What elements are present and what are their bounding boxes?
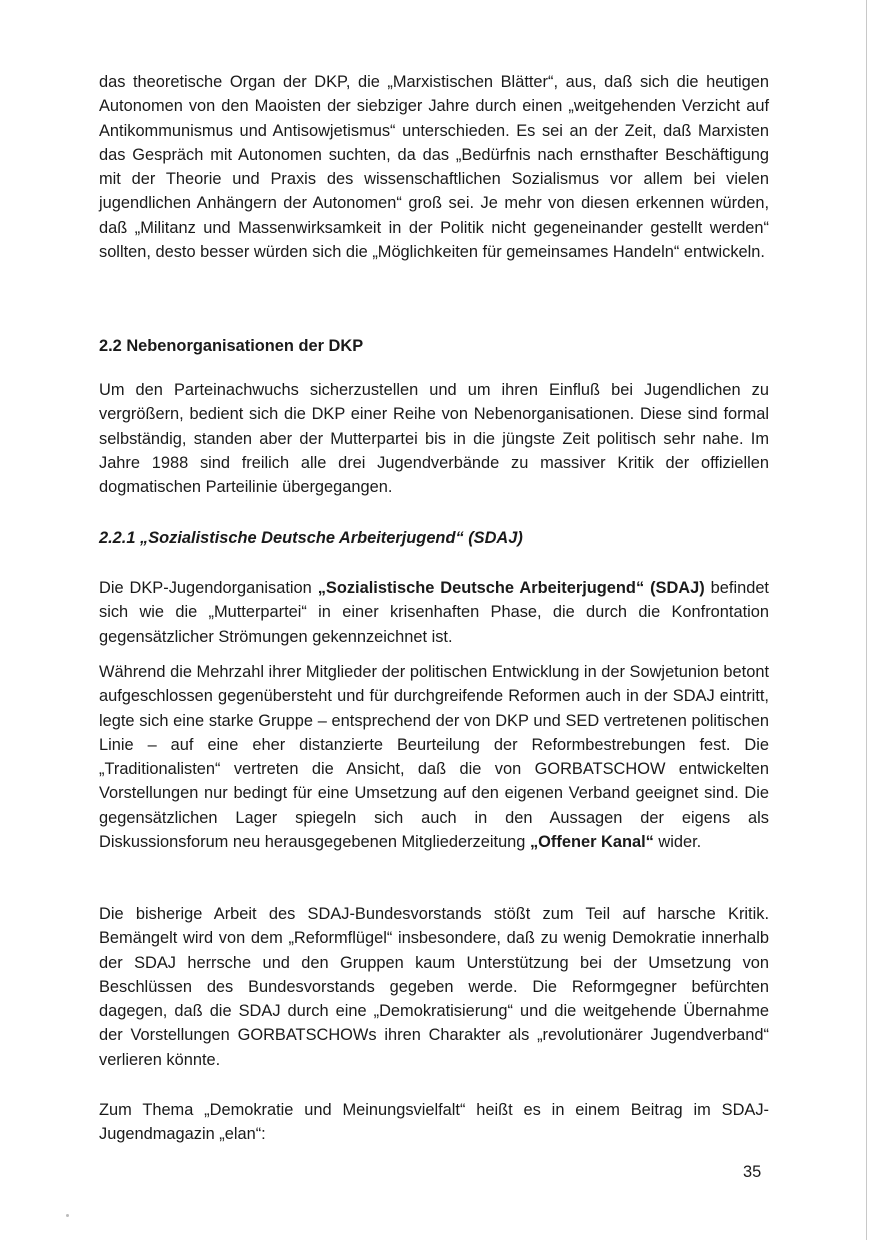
scan-speck	[66, 1214, 69, 1217]
paragraph-sdaj-intro	[99, 576, 769, 649]
paragraph-nebenorganisationen: Um den Parteinachwuchs sicherzustellen und um ihren Einfluß bei Jugendlichen zu vergrößern, bedient sich die DKP einer Reihe von Nebenorganisationen. Diese sind formal selbständig, standen aber der Mutterpartei bis in die jüngste Zeit politisch sehr nahe. Im Jahre 1988 sind freilich alle drei Jugendverbände zu massiver Kritik der offiziellen dogmatischen Parteilinie übergegangen.	[99, 381, 769, 497]
bold-publication-name: „Offener Kanal“	[529, 833, 654, 852]
paragraph-autonomen: das theoretische Organ der DKP, die „Marxistischen Blätter“, aus, daß sich die heutigen Autonomen von den Maoisten der siebziger Jahre durch einen „weitgehenden Verzicht auf Antikommunismus und Antisowjetismus“ unterschieden. Es sei an der Zeit, daß Marxisten das Gespräch mit Autonomen suchten, da das „Bedürfnis nach ernsthafter Beschäftigung mit der Theorie und Praxis des wissenschaftlichen Sozialismus vor allem bei vielen jugendlichen Anhängern der Autonomen“ groß sei. Je mehr von diesen erkennen würden, daß „Militanz und Massenwirksamkeit in der Politik nicht gegeneinander gestellt werden“ sollten, desto besser würden sich die „Möglichkeiten für gemeinsames Handeln“ entwickeln.	[99, 73, 769, 262]
text-run: Die DKP-Jugendorganisation	[99, 579, 318, 597]
paragraph-bundesvorstand: Die bisherige Arbeit des SDAJ-Bundesvorstands stößt zum Teil auf harsche Kritik. Bemängelt wird von dem „Reformflügel“ insbesondere, daß zu wenig Demokratie innerhalb der SDAJ herrsche und den Gruppen kaum Unterstützung bei der Umsetzung von Beschlüssen des Bundesvorstands gegeben werde. Die Reformgegner befürchten dagegen, daß die SDAJ durch eine „Demokratisierung“ und die weitgehende Übernahme der Vorstellungen GORBATSCHOWs ihren Charakter als „revolutionärer Jugendverband“ verlieren könnte.	[99, 905, 769, 1069]
bold-org-name: „Sozialistische Deutsche Arbeiterjugend“ (SDAJ)	[317, 579, 705, 597]
text-run: wider.	[653, 833, 702, 852]
scan-edge-line	[866, 0, 867, 1240]
text-run: befindet sich wie die „Mutterpartei“ in einer krisenhaften Phase, die durch die Konfrontation gegensätzlicher Strömungen gekennzeichnet ist.	[99, 579, 769, 646]
subsection-heading: 2.2.1 „Sozialistische Deutsche Arbeiterjugend“ (SDAJ)	[99, 529, 523, 547]
paragraph-demokratie: Zum Thema „Demokratie und Meinungsvielfalt“ heißt es in einem Beitrag im SDAJ-Jugendmagazin „elan“:	[99, 1101, 769, 1144]
page-number: 35	[743, 1163, 762, 1181]
paragraph-mitglieder	[99, 660, 769, 854]
section-heading: 2.2 Nebenorganisationen der DKP	[99, 337, 364, 355]
text-run: Während die Mehrzahl ihrer Mitglieder der politischen Entwicklung in der Sowjetunion betont aufgeschlossen gegenübersteht und für durchgreifende Reformen auch in der SDAJ eintritt, legte sich eine starke Gruppe – entsprechend der von DKP und SED vertretenen politischen Linie – auf eine eher distanzierte Beurteilung der Reformbestrebungen fest. Die „Traditionalisten“ vertreten die Ansicht, daß die von GORBATSCHOW entwickelten Vorstellungen nur bedingt für eine Umsetzung auf den eigenen Verband geeignet sind. Die gegensätzlichen Lager spiegeln sich auch in den Aussagen der eigens als Diskussionsforum neu herausgegebenen Mitgliederzeitung	[99, 663, 769, 852]
